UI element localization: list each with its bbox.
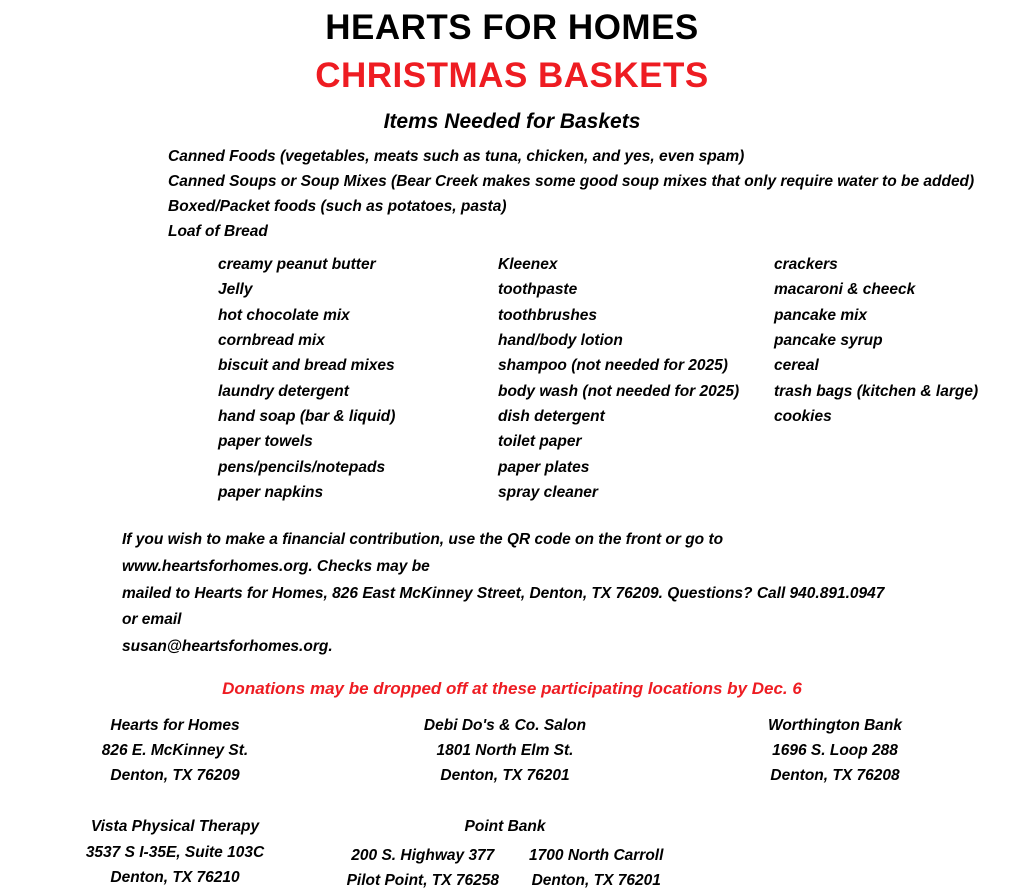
list-item: pens/pencils/notepads [218,455,498,480]
location-address-line-1: 200 S. Highway 377 [347,843,499,868]
list-item: Kleenex [498,252,774,277]
financial-line-1: If you wish to make a financial contribution, use the QR code on the front or go to www.heartsforhomes.org. Checks may be [122,527,892,580]
location-name: Worthington Bank [670,713,1000,738]
list-item: toilet paper [498,429,774,454]
location-name: Point Bank [340,814,670,839]
list-item: spray cleaner [498,480,774,505]
section-heading-items-needed: Items Needed for Baskets [0,110,1024,134]
location-name: Hearts for Homes [10,713,340,738]
list-item: Loaf of Bread [168,219,1024,244]
location-address-line-1: 826 E. McKinney St. [10,738,340,763]
list-item: trash bags (kitchen & large) [774,379,1024,404]
list-item: hand soap (bar & liquid) [218,404,498,429]
list-item: Boxed/Packet foods (such as potatoes, pasta) [168,194,1024,219]
list-item: toothbrushes [498,303,774,328]
locations-row-1 [0,713,1024,789]
list-item: shampoo (not needed for 2025) [498,353,774,378]
location-point-bank [340,814,670,893]
location-address-line-2: Denton, TX 76210 [10,865,340,890]
locations-row-2 [0,814,1024,893]
items-column-3 [774,252,1024,505]
location-hearts-for-homes [10,713,340,789]
location-name: Vista Physical Therapy [10,814,340,839]
location-address-line-1: 1801 North Elm St. [340,738,670,763]
list-item: toothpaste [498,277,774,302]
list-item: paper towels [218,429,498,454]
drop-off-locations [0,713,1024,893]
location-address-line-1: 3537 S I-35E, Suite 103C [10,840,340,865]
list-item: dish detergent [498,404,774,429]
list-item: Jelly [218,277,498,302]
list-item: cookies [774,404,1024,429]
point-bank-branches [340,843,670,893]
point-bank-branch-pilot-point [347,843,499,893]
list-item: Canned Soups or Soup Mixes (Bear Creek makes some good soup mixes that only require water to be added) [168,169,1024,194]
needed-items-columns [218,252,1024,505]
point-bank-branch-denton [529,843,663,893]
list-item: laundry detergent [218,379,498,404]
drop-off-notice: Donations may be dropped off at these participating locations by Dec. 6 [0,679,1024,699]
page-title: HEARTS FOR HOMES [0,8,1024,48]
financial-line-3: susan@heartsforhomes.org. [122,634,892,661]
list-item: biscuit and bread mixes [218,353,498,378]
location-address-line-2: Denton, TX 76201 [529,868,663,893]
intro-item-list [168,144,1024,244]
location-name: Debi Do's & Co. Salon [340,713,670,738]
location-address-line-1: 1700 North Carroll [529,843,663,868]
location-debi-dos-salon [340,713,670,789]
location-address-line-2: Denton, TX 76209 [10,763,340,788]
location-address-line-2: Pilot Point, TX 76258 [347,868,499,893]
list-item: cereal [774,353,1024,378]
location-address-line-2: Denton, TX 76208 [670,763,1000,788]
list-item: macaroni & cheeck [774,277,1024,302]
list-item: cornbread mix [218,328,498,353]
list-item: paper plates [498,455,774,480]
financial-line-2: mailed to Hearts for Homes, 826 East McKinney Street, Denton, TX 76209. Questions? Call 940.891.0947 or email [122,581,892,634]
list-item: paper napkins [218,480,498,505]
location-address-line-1: 1696 S. Loop 288 [670,738,1000,763]
items-column-1 [218,252,498,505]
list-item: pancake syrup [774,328,1024,353]
items-column-2 [498,252,774,505]
financial-contribution-paragraph [122,527,892,660]
list-item: hot chocolate mix [218,303,498,328]
list-item: body wash (not needed for 2025) [498,379,774,404]
location-address-line-2: Denton, TX 76201 [340,763,670,788]
list-item: creamy peanut butter [218,252,498,277]
list-item: pancake mix [774,303,1024,328]
flyer-page [0,8,1024,799]
list-item: hand/body lotion [498,328,774,353]
list-item: Canned Foods (vegetables, meats such as tuna, chicken, and yes, even spam) [168,144,1024,169]
page-subtitle: CHRISTMAS BASKETS [0,56,1024,96]
location-vista-physical-therapy [10,814,340,893]
list-item: crackers [774,252,1024,277]
location-worthington-bank [670,713,1000,789]
